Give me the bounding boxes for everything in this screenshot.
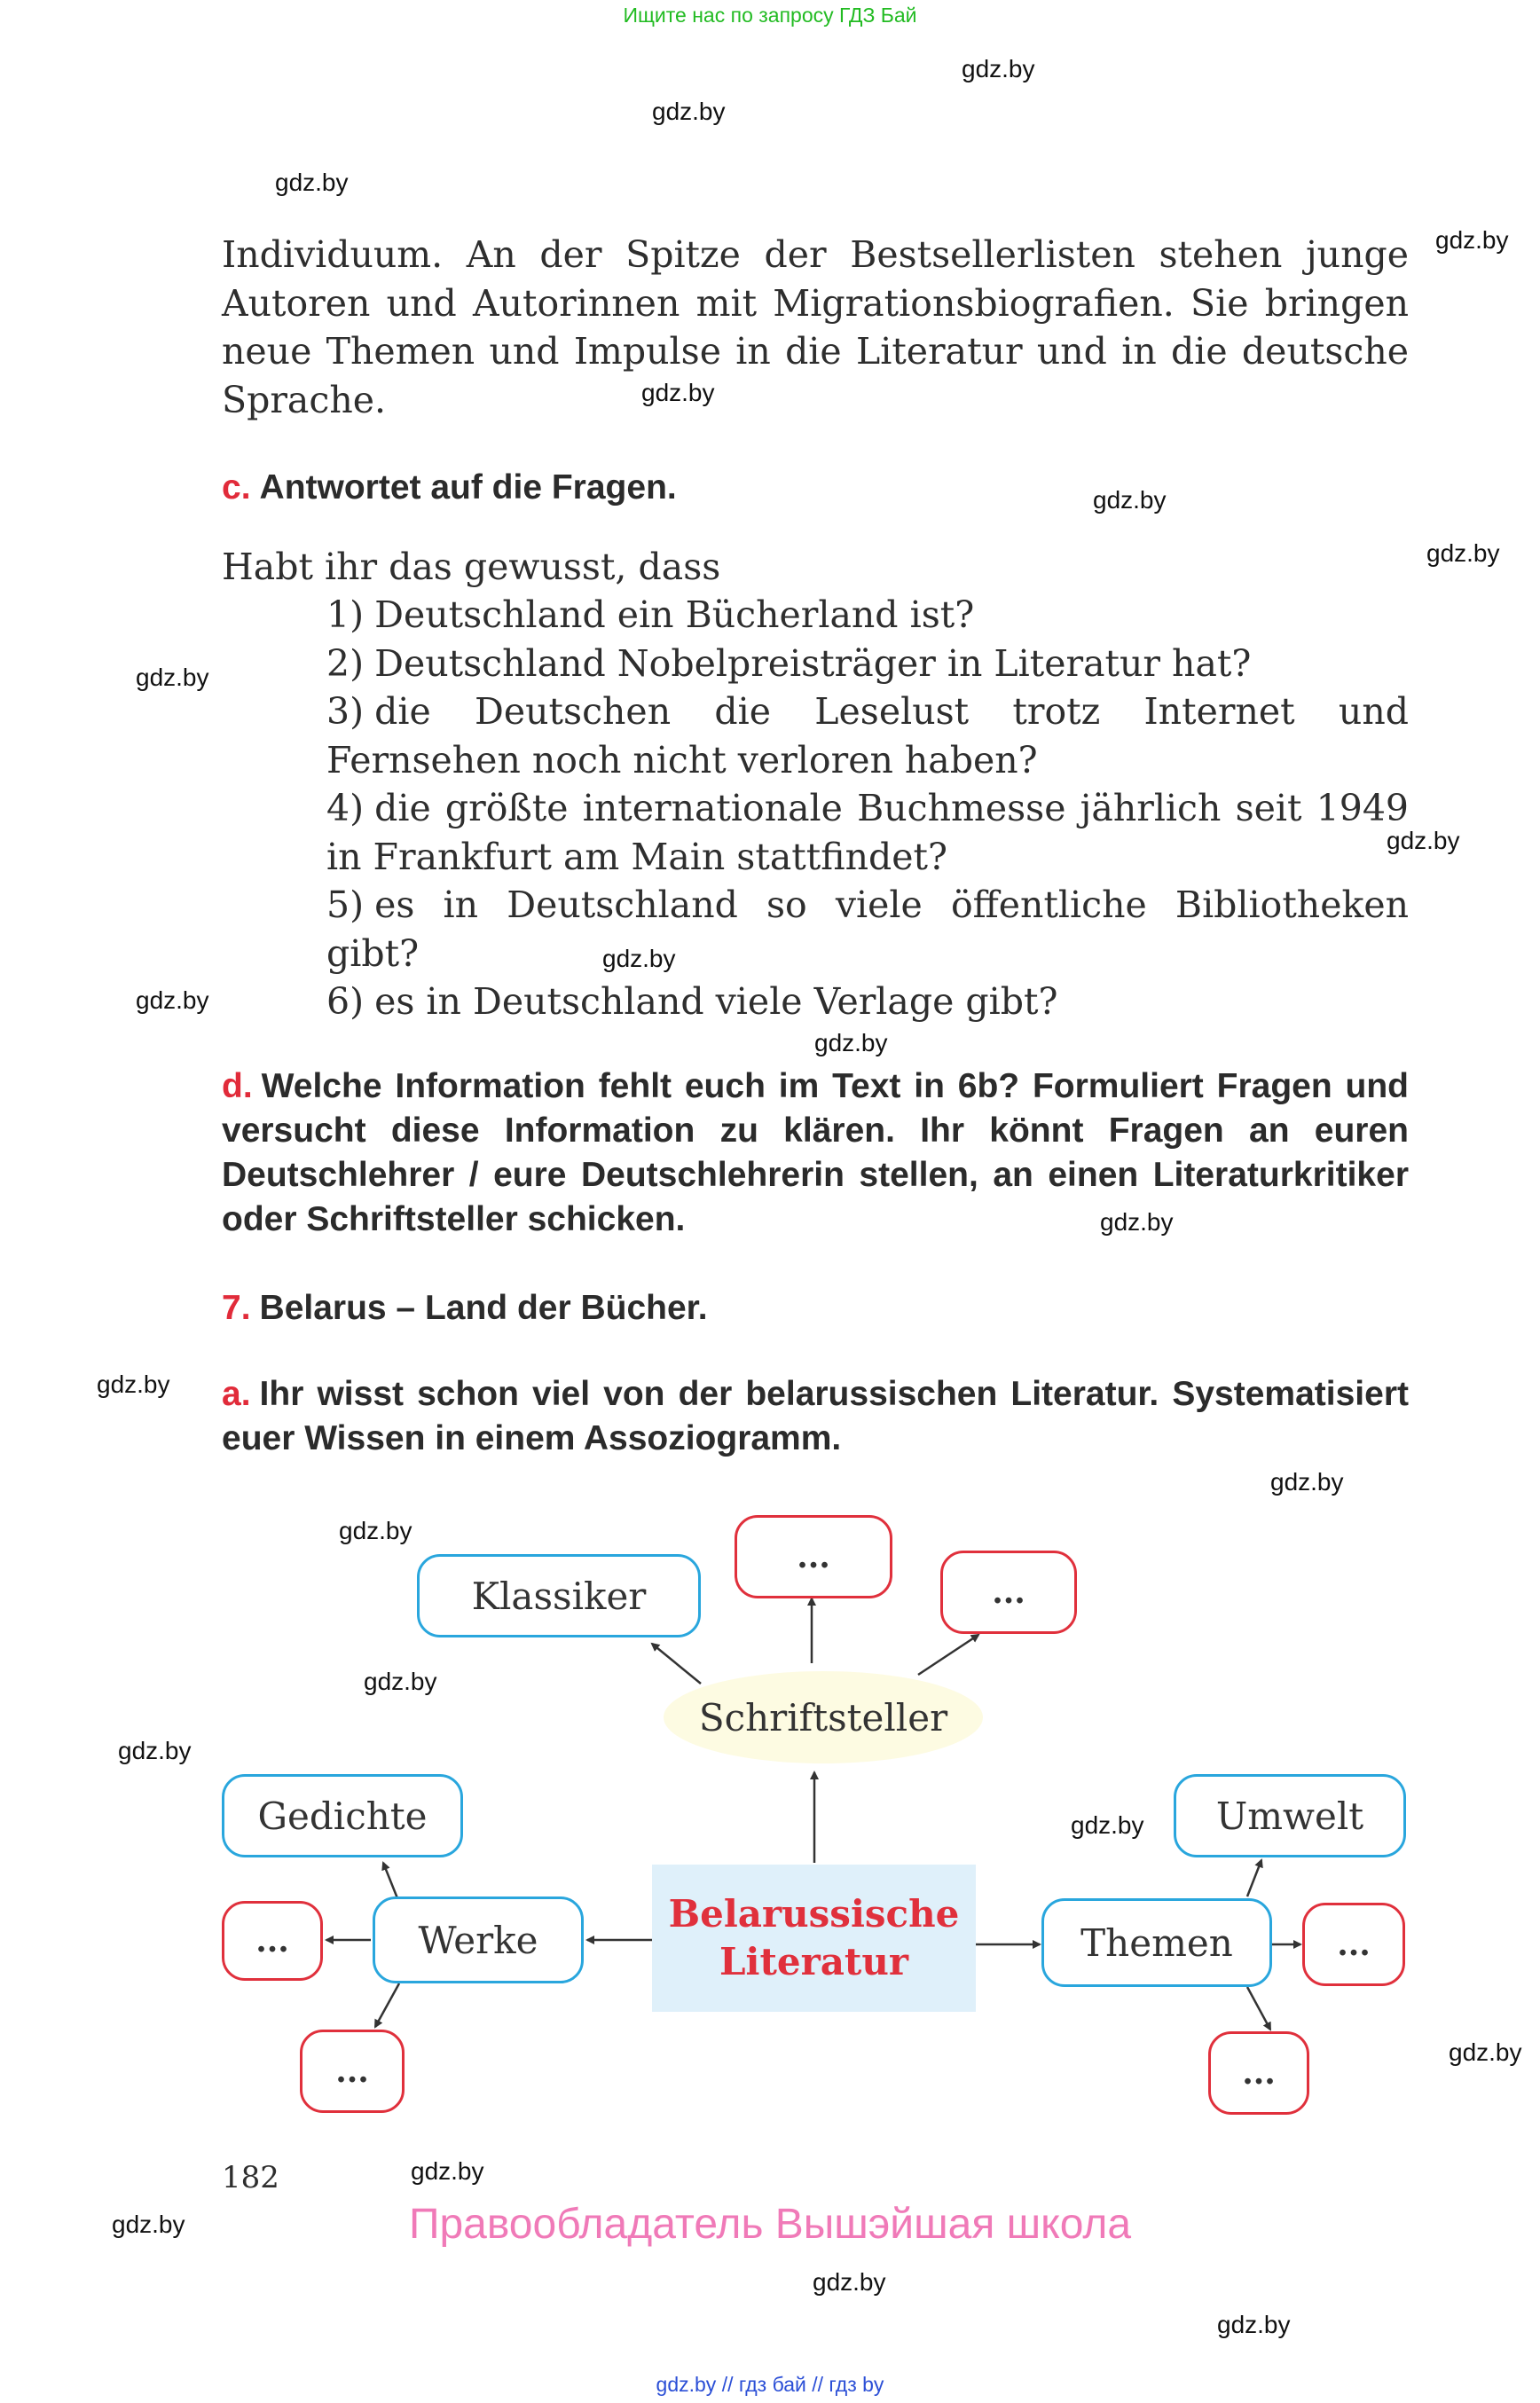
item-text: die Deutschen die Leselust trotz Internet und Fernsehen noch nicht verloren haben? <box>326 690 1409 781</box>
node-label: ... <box>335 2053 369 2090</box>
watermark: gdz.by <box>1426 539 1500 567</box>
task-label: 7. <box>222 1289 251 1327</box>
watermark: gdz.by <box>641 379 715 406</box>
node-themen <box>1041 1898 1272 1987</box>
node-label: Werke <box>418 1918 538 1962</box>
task-text: Antwortet auf die Fragen. <box>259 468 677 507</box>
task-text: Ihr wisst schon viel von der belarussischen Literatur. Systematisiert euer Wissen in einem Assoziogramm. <box>222 1375 1409 1457</box>
watermark: gdz.by <box>97 1370 170 1398</box>
node-blank <box>735 1515 892 1598</box>
item-number: 1) <box>326 593 365 636</box>
watermark: gdz.by <box>364 1668 437 1695</box>
watermark: gdz.by <box>1100 1208 1174 1236</box>
task-label: c. <box>222 468 251 507</box>
item-text: es in Deutschland so viele öffentliche Bibliotheken gibt? <box>326 883 1409 975</box>
watermark: gdz.by <box>1435 226 1509 254</box>
watermark: gdz.by <box>962 55 1035 82</box>
node-label: ... <box>992 1574 1025 1611</box>
watermark: gdz.by <box>136 986 209 1014</box>
item-number: 6) <box>326 980 365 1023</box>
watermark: gdz.by <box>1217 2311 1291 2338</box>
arrow-to-gedichte <box>383 1863 397 1898</box>
watermark: gdz.by <box>652 98 726 125</box>
watermark: gdz.by <box>112 2211 185 2238</box>
intro-text: Individuum. An der Spitze der Bestsellerlisten stehen junge Autoren und Autorinnen mit Migrationsbiografien. Sie bringen neue Themen und Impulse in die Literatur und in die deutsche Sprache. <box>222 233 1409 421</box>
page-number: 182 <box>222 2160 279 2195</box>
node-label: ... <box>797 1538 830 1575</box>
item-number: 5) <box>326 883 365 926</box>
node-center-belarussische-literatur <box>652 1865 976 2012</box>
watermark: gdz.by <box>339 1517 412 1544</box>
watermark: gdz.by <box>118 1737 192 1764</box>
rights-holder: Правообладатель Вышэйшая школа <box>408 2201 1132 2248</box>
node-schriftsteller <box>664 1671 983 1763</box>
item-text: es in Deutschland viele Verlage gibt? <box>374 980 1058 1023</box>
arrow-to-themen-blank-bottom <box>1247 1987 1270 2030</box>
task-text: Welche Information fehlt euch im Text in 6b? Formuliert Fragen und versucht diese Information zu klären. Ihr könnt Fragen an euren Deutschlehrer / eure Deutschlehrerin stellen, an einen Literaturkritiker oder Schriftsteller schicken. <box>222 1067 1409 1238</box>
node-blank <box>940 1551 1077 1634</box>
task-label: d. <box>222 1067 253 1105</box>
node-blank <box>1302 1903 1405 1986</box>
node-label: ... <box>1337 1926 1371 1963</box>
node-label: ... <box>255 1922 289 1959</box>
arrow-to-blank-top-right <box>918 1635 978 1675</box>
item-number: 2) <box>326 641 365 685</box>
item-text: Deutschland ein Bücherland ist? <box>374 593 975 636</box>
watermark: gdz.by <box>814 1029 888 1056</box>
node-gedichte <box>222 1774 463 1857</box>
watermark: gdz.by <box>1387 827 1460 854</box>
node-label: Gedichte <box>257 1794 428 1838</box>
node-label: Klassiker <box>471 1574 647 1618</box>
node-klassiker <box>417 1554 701 1637</box>
watermark: gdz.by <box>1071 1811 1144 1839</box>
top-search-link[interactable]: Ищите нас по запросу ГДЗ Бай <box>623 4 917 27</box>
task-text: Belarus – Land der Bücher. <box>259 1289 708 1327</box>
center-label-line2: Literatur <box>719 1940 908 1983</box>
watermark: gdz.by <box>1270 1468 1344 1496</box>
node-blank <box>1208 2031 1309 2115</box>
node-label: ... <box>1242 2054 1276 2092</box>
task-label: a. <box>222 1375 251 1413</box>
watermark: gdz.by <box>275 169 349 196</box>
node-label: Umwelt <box>1215 1794 1364 1838</box>
arrow-to-werke-blank-bottom <box>375 1983 399 2027</box>
node-label: Schriftsteller <box>698 1695 948 1739</box>
node-blank <box>222 1901 323 1981</box>
node-umwelt <box>1174 1774 1406 1857</box>
item-text: Deutschland Nobelpreisträger in Literatur hat? <box>374 641 1252 685</box>
item-number: 4) <box>326 787 365 829</box>
watermark: gdz.by <box>602 945 676 972</box>
center-label-line1: Belarussische <box>668 1892 960 1936</box>
question-intro: Habt ihr das gewusst, dass <box>222 546 721 588</box>
watermark: gdz.by <box>136 664 209 691</box>
node-blank <box>300 2030 405 2113</box>
watermark: gdz.by <box>1449 2038 1522 2066</box>
item-number: 3) <box>326 690 365 733</box>
item-text: die größte internationale Buchmesse jährlich seit 1949 in Frankfurt am Main stattfindet? <box>326 787 1409 878</box>
arrow-to-umwelt <box>1247 1860 1261 1896</box>
watermark: gdz.by <box>411 2157 484 2185</box>
watermark: gdz.by <box>1093 486 1167 514</box>
bottom-links[interactable]: gdz.by // гдз бай // гдз by <box>656 2373 884 2396</box>
arrow-to-klassiker <box>652 1644 701 1684</box>
node-werke <box>373 1896 584 1983</box>
watermark: gdz.by <box>813 2268 886 2296</box>
node-label: Themen <box>1080 1920 1233 1965</box>
